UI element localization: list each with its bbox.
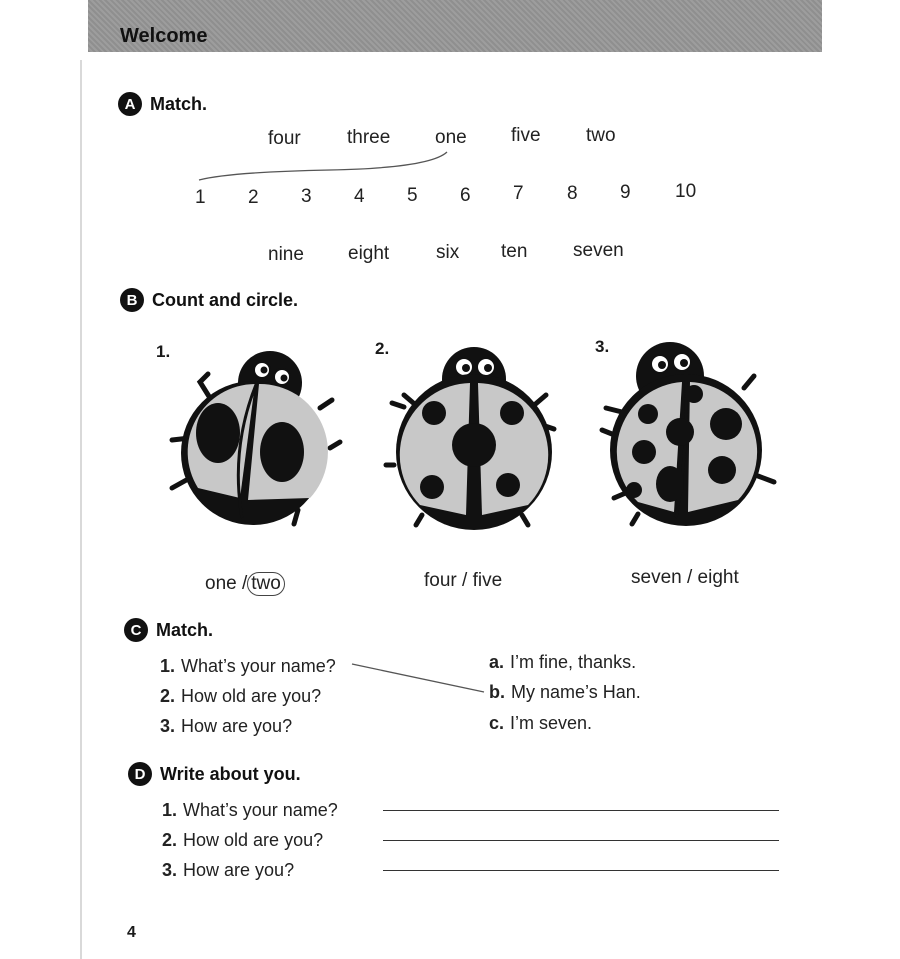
word-one: one — [435, 127, 467, 148]
number-4: 4 — [354, 186, 365, 207]
section-c-title: Match. — [156, 619, 214, 640]
ladybird-1-number: 1. — [156, 342, 171, 361]
word-ten: ten — [501, 241, 528, 262]
word-three: three — [347, 127, 391, 148]
c-answer-a-letter: a. — [489, 652, 505, 672]
match-line-name — [352, 664, 484, 692]
number-1: 1 — [195, 187, 206, 208]
c-question-3-text: How are you? — [181, 716, 293, 736]
d-question-3-text: How are you? — [183, 860, 295, 880]
answer-separator: / — [686, 567, 693, 588]
number-3: 3 — [301, 186, 312, 207]
number-6: 6 — [460, 185, 471, 206]
c-answer-c-letter: c. — [489, 713, 505, 733]
d-question-2-number: 2. — [162, 830, 178, 850]
word-two: two — [586, 125, 616, 146]
word-nine: nine — [268, 244, 304, 265]
word-four: four — [268, 128, 301, 149]
d-question-2-text: How old are you? — [183, 830, 324, 850]
number-7: 7 — [513, 183, 524, 204]
word-five: five — [511, 125, 541, 146]
section-a-title: Match. — [150, 93, 208, 114]
page-title: Welcome — [120, 25, 208, 47]
word-seven: seven — [573, 240, 624, 261]
c-answer-b-letter: b. — [489, 682, 505, 702]
section-a-badge: A — [118, 92, 142, 116]
option-five[interactable]: five — [472, 570, 503, 591]
section-c-badge: C — [124, 618, 148, 642]
d-question-1-number: 1. — [162, 800, 178, 820]
d-question-1-text: What’s your name? — [183, 800, 338, 820]
section-b-badge: B — [120, 288, 144, 312]
answer-separator: / — [462, 570, 468, 591]
option-one[interactable]: one — [205, 573, 237, 594]
c-question-2-text: How old are you? — [181, 686, 322, 706]
number-5: 5 — [407, 185, 418, 206]
ladybird-3-number: 3. — [595, 337, 610, 356]
c-answer-b-text: My name’s Han. — [511, 682, 641, 702]
word-eight: eight — [348, 243, 390, 264]
c-question-1-text: What’s your name? — [181, 656, 336, 676]
number-8: 8 — [567, 183, 578, 204]
number-2: 2 — [248, 187, 259, 208]
c-question-2-number: 2. — [160, 686, 176, 706]
option-four[interactable]: four — [424, 570, 457, 591]
word-six: six — [436, 242, 460, 263]
section-b-title: Count and circle. — [152, 289, 299, 310]
section-d-title: Write about you. — [160, 763, 301, 784]
c-question-1-number: 1. — [160, 656, 176, 676]
ladybird-2-number: 2. — [375, 339, 390, 358]
match-line-one — [199, 152, 447, 180]
number-10: 10 — [675, 181, 697, 202]
section-d-badge: D — [128, 762, 152, 786]
answer-separator: / — [241, 573, 248, 594]
c-question-3-number: 3. — [160, 716, 176, 736]
option-seven[interactable]: seven — [631, 567, 682, 588]
number-9: 9 — [620, 182, 631, 203]
option-eight[interactable]: eight — [697, 567, 739, 588]
c-answer-c-text: I’m seven. — [510, 713, 593, 733]
option-two-circled[interactable]: two — [247, 572, 285, 596]
d-question-3-number: 3. — [162, 860, 178, 880]
page-number: 4 — [127, 924, 136, 941]
c-answer-a-text: I’m fine, thanks. — [510, 652, 637, 672]
